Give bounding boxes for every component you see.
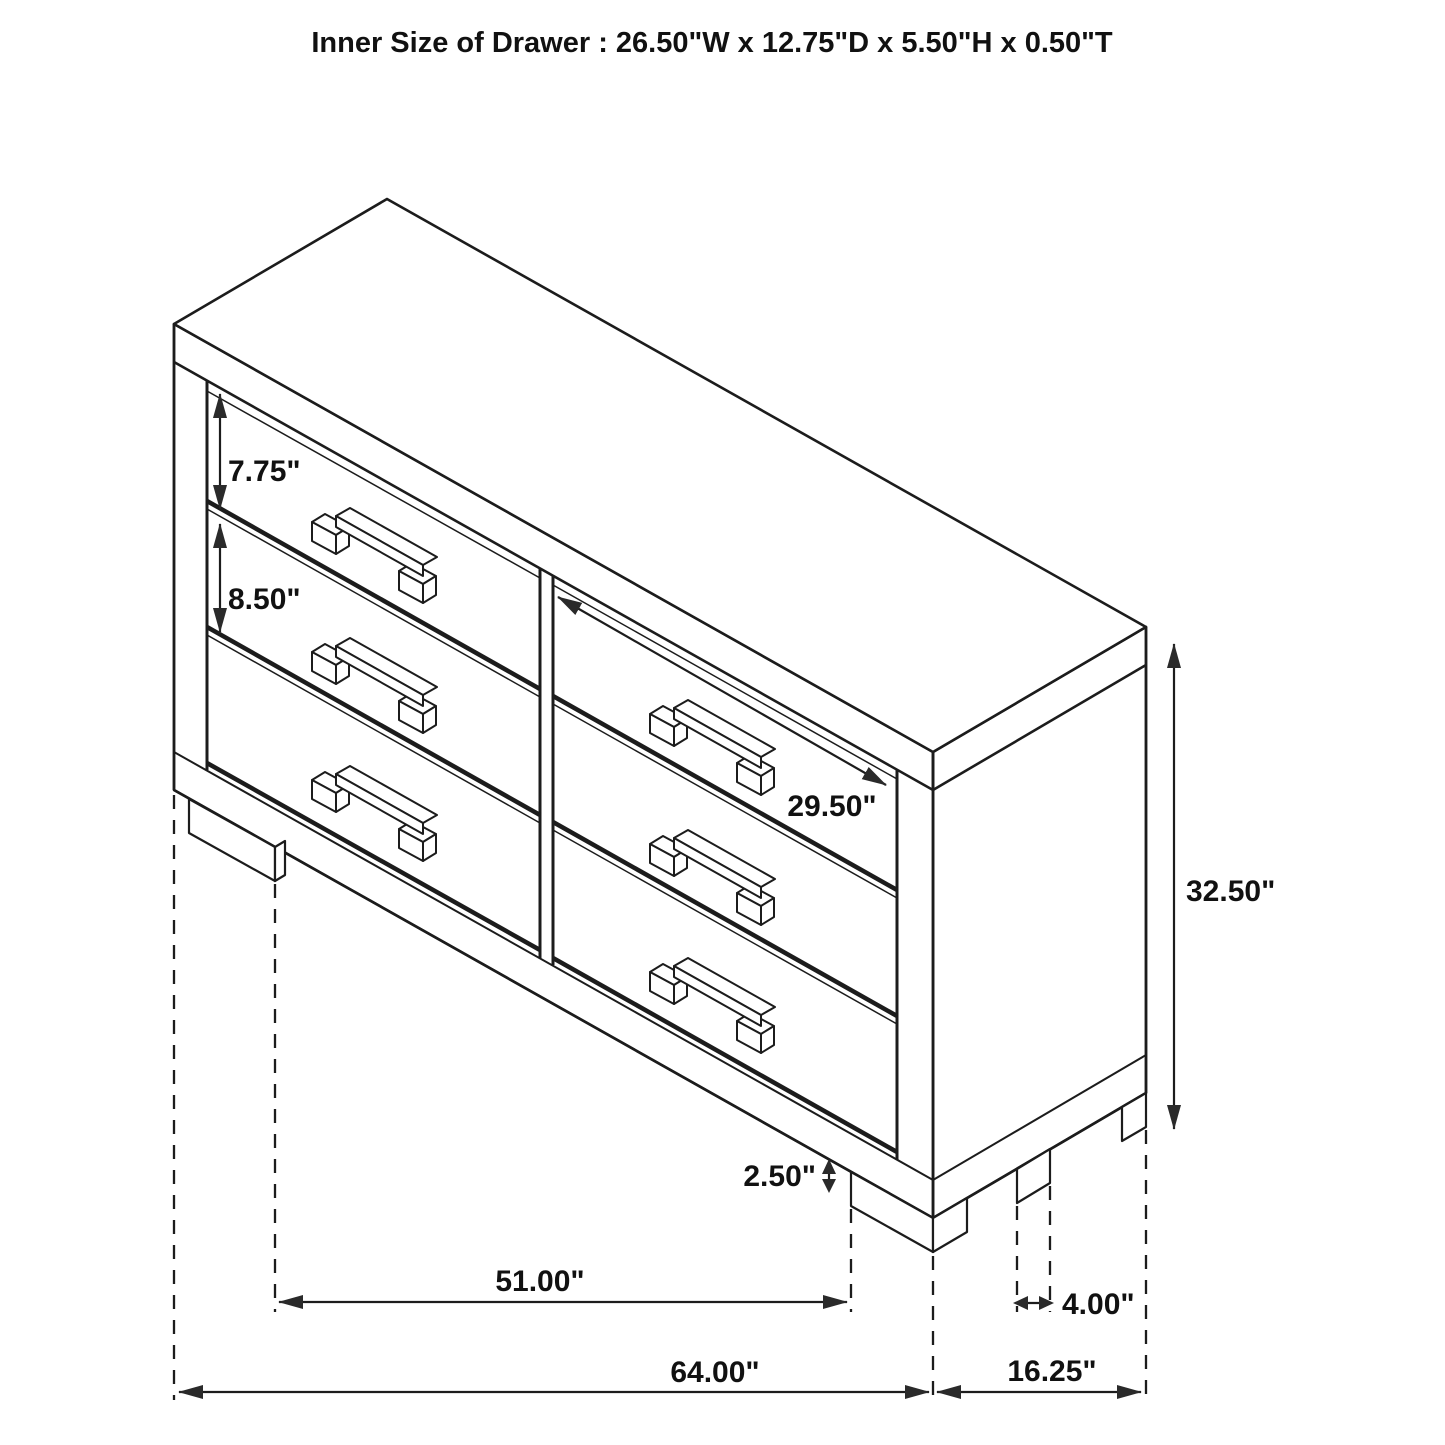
dim-label-base-clearance: 2.50" (743, 1160, 816, 1193)
dresser-body (174, 199, 1146, 1252)
diagram-title: Inner Size of Drawer : 26.50"W x 12.75"D x 5.50"H x 0.50"T (311, 27, 1113, 59)
dim-label-side-leg-spacing: 4.00" (1062, 1288, 1135, 1321)
dim-line-base-clearance (822, 1159, 836, 1193)
dim-line-side-leg-spacing (1013, 1296, 1054, 1310)
dim-label-overall-depth: 16.25" (1007, 1355, 1097, 1388)
dim-label-overall-width: 64.00" (670, 1356, 760, 1389)
dim-label-overall-height: 32.50" (1186, 875, 1276, 908)
front-left-leg-side (275, 841, 285, 881)
dim-label-front-leg-span: 51.00" (495, 1265, 585, 1298)
dim-label-middle-drawer-height: 8.50" (228, 583, 301, 616)
dim-label-drawer-front-width: 29.50" (787, 790, 877, 823)
dim-label-top-drawer-height: 7.75" (228, 455, 301, 488)
